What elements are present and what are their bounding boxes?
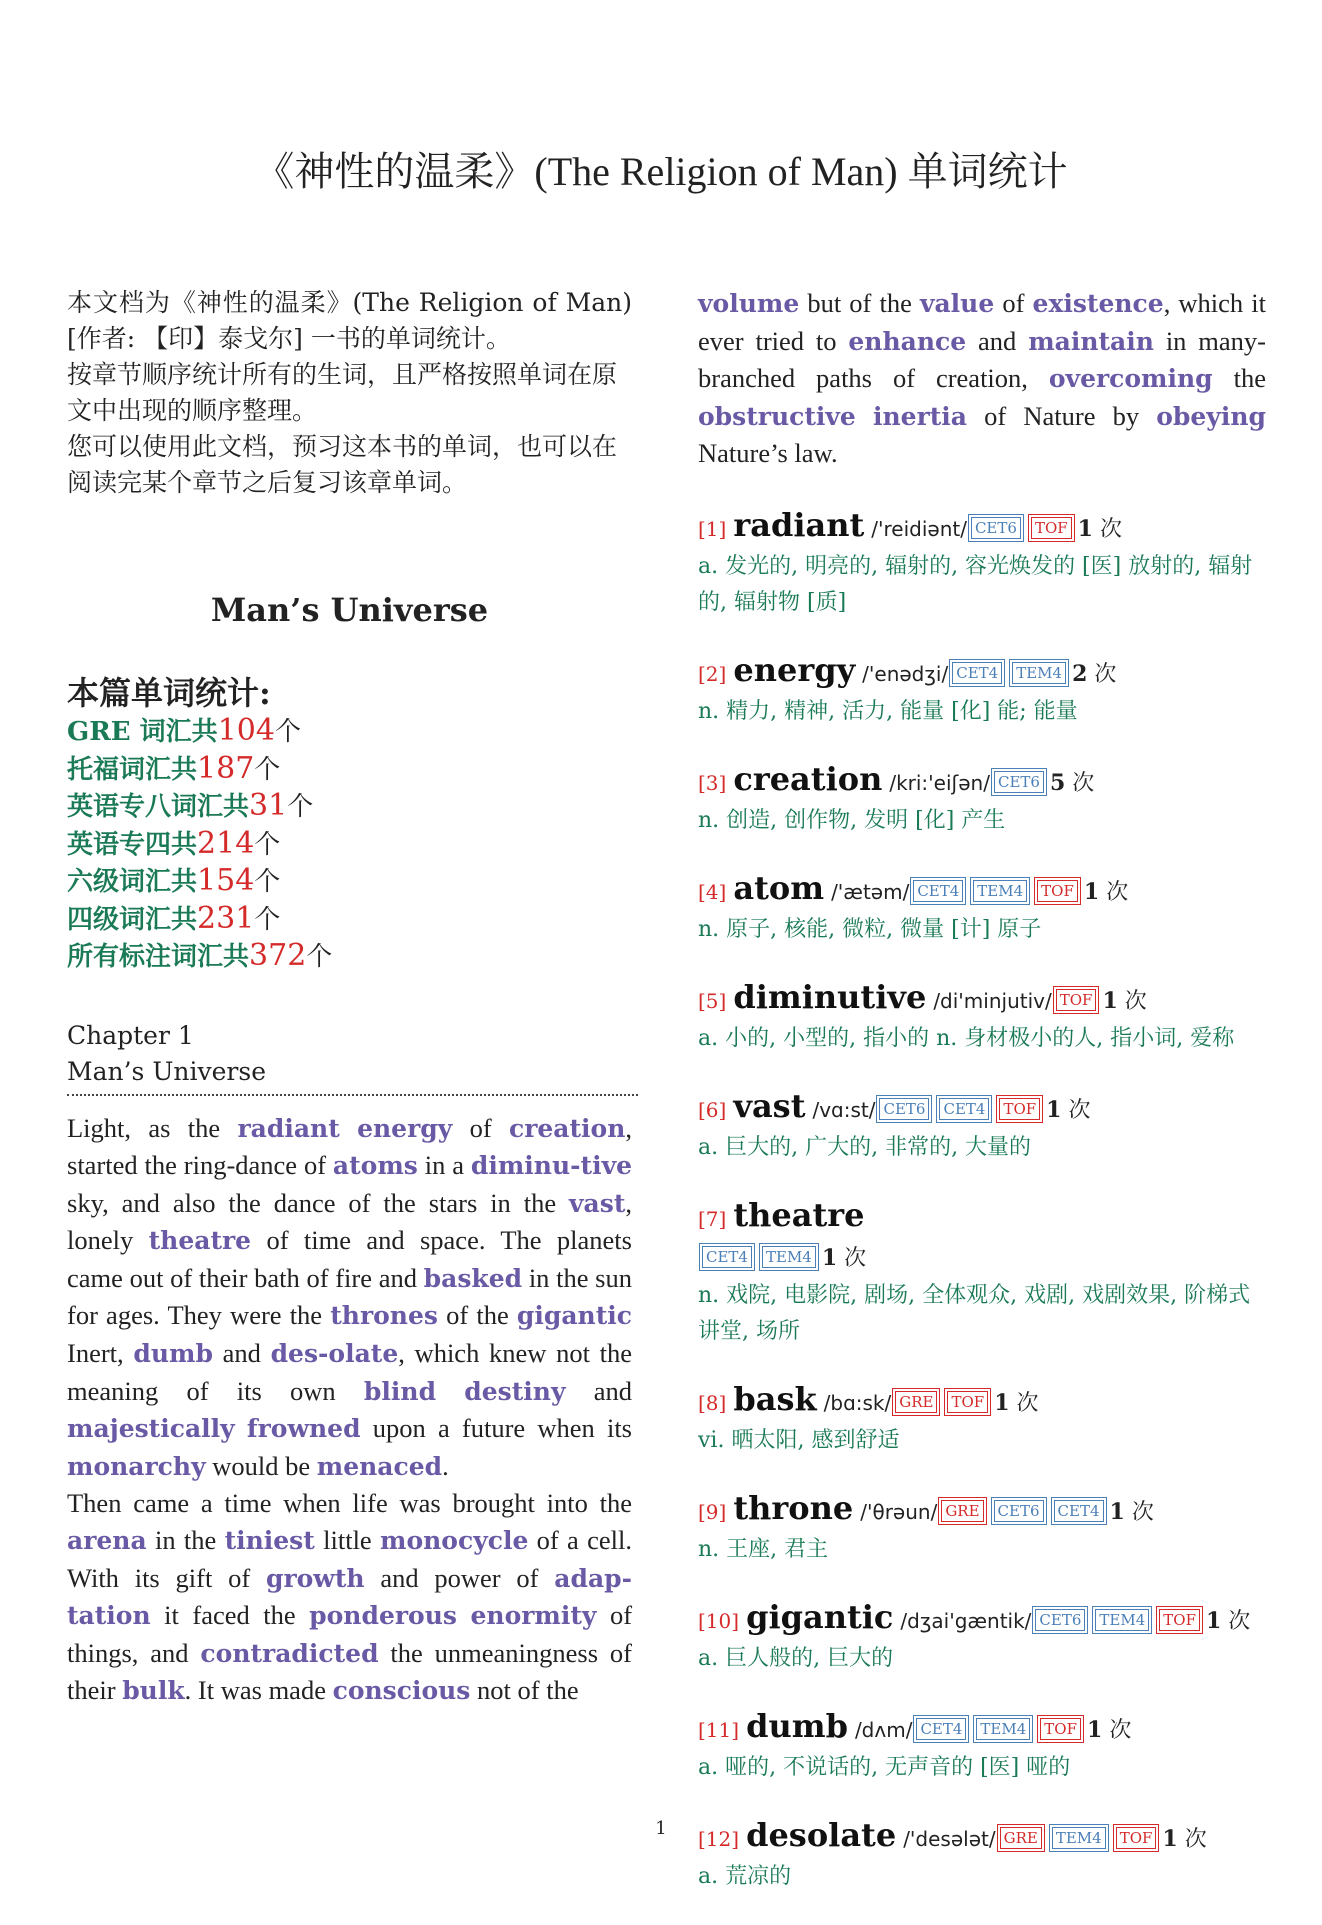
level-badge: CET4 [1054, 1500, 1104, 1522]
entry-number: [2] [698, 661, 727, 686]
entry-word: throne [733, 1488, 854, 1527]
stats-heading: 本篇单词统计: [67, 674, 271, 712]
stat-count: 154 [197, 863, 255, 898]
level-badge: CET6 [994, 1500, 1044, 1522]
stat-unit: 个 [254, 829, 281, 860]
vocab-word: tiniest [224, 1526, 315, 1556]
level-badge: GRE [895, 1391, 937, 1413]
vocab-word: volume [698, 289, 800, 318]
vocab-word: inertia [872, 401, 967, 431]
entry-word: gigantic [746, 1597, 894, 1636]
entry-word: bask [733, 1379, 817, 1418]
entry-word: creation [733, 759, 883, 798]
count-suffix: 次 [1124, 988, 1147, 1014]
entry-phonetic: /'enədʒi/ [862, 661, 949, 686]
text-run: of things, and [67, 1600, 633, 1668]
intro-line: 按章节顺序统计所有的生词，且严格按照单词在原文中出现的顺序整理。 [67, 360, 618, 425]
entry-number: [3] [698, 770, 727, 795]
count-suffix: 次 [844, 1245, 867, 1271]
text-run [436, 1376, 464, 1406]
stat-row [67, 751, 632, 789]
vocab-word: theatre [148, 1226, 252, 1256]
vocab-word: monocycle [380, 1526, 529, 1556]
entry-word: desolate [746, 1815, 897, 1854]
level-badge: CET4 [952, 662, 1002, 684]
level-badge: CET6 [879, 1098, 929, 1120]
stat-label: 四级词汇共 [67, 904, 198, 935]
vocab-word: vast [569, 1188, 626, 1218]
vocab-word: radiant [237, 1113, 340, 1143]
section-title: Man’s Universe [210, 591, 489, 629]
chapter-title: Man’s Universe [67, 1056, 266, 1086]
level-badge: GRE [941, 1500, 983, 1522]
level-badge: CET4 [702, 1246, 752, 1268]
vocab-word: frowned [246, 1414, 361, 1444]
level-badge: TEM4 [762, 1246, 816, 1268]
text-run: , started the ring-dance of [67, 1112, 633, 1181]
stat-row [67, 826, 632, 864]
text-run: , which it ever tried to [698, 288, 1266, 356]
entry-head [698, 1489, 1266, 1532]
level-badge: TEM4 [976, 1718, 1030, 1740]
entry-phonetic: /'desələt/ [903, 1826, 996, 1851]
entry-count: 1 [1083, 878, 1100, 905]
entry-definition: a. 巨人般的, 巨大的 [698, 1645, 894, 1671]
intro-line: 本文档为《神性的温柔》(The Religion of Man)[作者: 【印】泰戈尔] 一书的单词统计。 [67, 288, 632, 353]
entry-definition: a. 巨大的, 广大的, 非常的, 大量的 [698, 1134, 1032, 1160]
text-run: the [1212, 363, 1266, 394]
chapter-text [67, 1110, 632, 1711]
entry-head [698, 760, 1266, 803]
word-list [698, 506, 1266, 1895]
vocab-word: diminu-tive [470, 1151, 633, 1181]
stat-row [67, 713, 632, 751]
paragraph [67, 1110, 632, 1486]
level-badge: TEM4 [1052, 1827, 1106, 1849]
stat-row [67, 901, 632, 939]
text-run: . It was made [184, 1675, 333, 1706]
word-entry [698, 760, 1266, 839]
level-badge: TOF [1040, 1718, 1081, 1740]
vocab-word: thrones [330, 1301, 438, 1331]
vocab-word: obstructive [698, 401, 856, 431]
entry-word: dumb [746, 1706, 848, 1745]
text-run: Nature’s law. [698, 438, 838, 469]
word-entry [698, 506, 1266, 621]
stat-count: 214 [197, 825, 255, 861]
vocab-word: contradicted [200, 1638, 379, 1668]
level-badge: CET4 [916, 1718, 966, 1740]
entry-word: theatre [733, 1195, 865, 1234]
entry-count: 1 [1077, 515, 1093, 542]
count-suffix: 次 [1106, 879, 1129, 905]
entry-phonetic: /'reidiənt/ [871, 516, 967, 541]
entry-phonetic: /bɑ:sk/ [823, 1390, 892, 1415]
entry-head [698, 978, 1266, 1021]
count-suffix: 次 [1094, 661, 1117, 687]
stat-count: 31 [249, 788, 288, 823]
level-badge: TOF [947, 1391, 988, 1413]
text-run: would be [205, 1450, 317, 1481]
word-entry [698, 1489, 1266, 1568]
entry-number: [9] [698, 1499, 727, 1524]
vocab-word: majestically [67, 1414, 235, 1444]
vocab-word: des-olate [270, 1339, 399, 1369]
entry-definition: vi. 晒太阳, 感到舒适 [698, 1427, 900, 1453]
vocab-word: obeying [1156, 401, 1266, 431]
vocab-word: ponderous [309, 1601, 457, 1631]
stat-label: 英语专八词汇共 [67, 792, 250, 822]
entry-definition: n. 原子, 核能, 微粒, 微量 [计] 原子 [698, 916, 1042, 942]
word-entry [698, 978, 1266, 1057]
level-badge: TEM4 [1095, 1609, 1149, 1631]
stat-unit: 个 [254, 867, 281, 897]
vocab-word: menaced [316, 1451, 443, 1481]
text-run: in the sun for ages. They were the [67, 1262, 632, 1331]
entry-definition: n. 戏院, 电影院, 剧场, 全体观众, 戏剧, 戏剧效果, 阶梯式讲堂, 场所 [698, 1282, 1251, 1344]
word-entry [698, 1087, 1266, 1166]
entry-count: 1 [1109, 1498, 1125, 1525]
word-entry [698, 869, 1266, 948]
entry-head [698, 651, 1266, 694]
entry-count: 1 [1162, 1825, 1178, 1852]
text-run: of [452, 1112, 509, 1143]
text-run [340, 1113, 357, 1143]
entry-definition: n. 精力, 精神, 活力, 能量 [化] 能; 能量 [698, 698, 1078, 724]
level-badge: TEM4 [1012, 662, 1066, 684]
entry-word: diminutive [733, 977, 927, 1016]
stat-label: 托福词汇共 [67, 754, 198, 785]
entry-phonetic: /'θrəun/ [860, 1499, 938, 1524]
entry-head [698, 1598, 1266, 1641]
vocab-word: blind [363, 1376, 437, 1406]
text-run: Then came a time when life was brought into the [67, 1488, 632, 1519]
entry-phonetic: /kri:'eiʃən/ [889, 770, 990, 795]
entry-head [698, 506, 1266, 549]
level-badge: TOF [1056, 989, 1097, 1011]
text-run: in the [146, 1525, 225, 1556]
entry-word: energy [733, 650, 856, 689]
word-entry [698, 1598, 1266, 1677]
text-run: of time and space. The planets came out of their bath of fire and [67, 1225, 632, 1293]
text-run: and [212, 1338, 271, 1369]
page-number: 1 [655, 1818, 667, 1839]
text-run: Light, as the [67, 1112, 238, 1143]
level-badge: TOF [1031, 517, 1072, 539]
text-run: in many-branched paths of creation, [698, 325, 1266, 394]
entry-phonetic: /dʒai'gæntik/ [900, 1608, 1032, 1633]
text-run: and power of [364, 1562, 555, 1593]
entry-definition: a. 小的, 小型的, 指小的 n. 身材极小的人, 指小词, 爱称 [698, 1025, 1235, 1051]
entry-number: [6] [698, 1097, 727, 1122]
text-run: Inert, [67, 1338, 134, 1369]
level-badge: CET6 [971, 517, 1021, 539]
stat-label: 英语专四共 [67, 829, 198, 860]
count-suffix: 次 [1016, 1390, 1039, 1416]
entry-tags-line [698, 1239, 1266, 1278]
entry-phonetic: /dʌm/ [854, 1717, 913, 1742]
text-run: but of the [799, 288, 920, 318]
text-run: , which knew not the meaning of its own [67, 1338, 633, 1406]
count-suffix: 次 [1109, 1717, 1132, 1743]
stat-count: 104 [217, 713, 275, 748]
paragraph [698, 285, 1266, 472]
entry-count: 1 [1087, 1716, 1103, 1743]
stat-count: 187 [197, 750, 255, 786]
text-run: not of the [470, 1675, 579, 1706]
text-run [856, 401, 873, 431]
stat-label: GRE 词汇共 [67, 717, 218, 747]
text-run: it faced the [150, 1600, 310, 1631]
vocab-word: growth [265, 1563, 365, 1593]
stat-label: 六级词汇共 [67, 867, 198, 897]
stat-count: 231 [197, 900, 255, 936]
count-suffix: 次 [1072, 770, 1095, 796]
stat-row [67, 863, 632, 901]
entry-number: [1] [698, 516, 727, 541]
entry-number: [5] [698, 988, 727, 1013]
entry-number: [11] [698, 1717, 740, 1742]
entry-count: 1 [994, 1389, 1010, 1416]
count-suffix: 次 [1068, 1097, 1091, 1123]
text-run: , lonely [67, 1187, 632, 1256]
entry-number: [10] [698, 1608, 740, 1633]
entry-count: 1 [821, 1244, 838, 1271]
stat-label: 所有标注词汇共 [67, 942, 250, 972]
stat-row [67, 788, 632, 826]
right-column [698, 285, 1266, 1925]
entry-number: [4] [698, 879, 727, 904]
entry-word: atom [733, 868, 825, 907]
level-badge: CET6 [1035, 1609, 1085, 1631]
entry-number: [7] [698, 1206, 727, 1231]
vocab-word: enhance [848, 326, 967, 356]
stat-unit: 个 [254, 904, 281, 935]
level-badge: TEM4 [973, 880, 1027, 902]
text-run: and [966, 325, 1029, 356]
entry-definition: a. 发光的, 明亮的, 辐射的, 容光焕发的 [医] 放射的, 辐射的, 辐射物 [质] [698, 553, 1253, 615]
text-run: of the [437, 1300, 517, 1331]
intro-line: 您可以使用此文档，预习这本书的单词，也可以在阅读完某个章节之后复习该章单词。 [67, 432, 618, 497]
level-badge: TOF [1116, 1827, 1157, 1849]
entry-count: 1 [1102, 987, 1118, 1014]
stat-unit: 个 [254, 754, 281, 785]
text-run: in a [417, 1150, 471, 1181]
entry-phonetic: /di'minjutiv/ [933, 988, 1052, 1013]
dotted-divider [67, 1094, 638, 1096]
word-entry [698, 1380, 1266, 1459]
text-run: of a cell. With its gift of [67, 1525, 632, 1593]
text-run: little [314, 1525, 380, 1556]
count-suffix: 次 [1228, 1608, 1251, 1634]
vocab-word: creation [508, 1113, 626, 1143]
entry-definition: a. 荒凉的 [698, 1863, 792, 1889]
entry-word: radiant [733, 505, 865, 544]
left-column [67, 285, 632, 1710]
paragraph [67, 1485, 632, 1710]
page-title: 《神性的温柔》(The Religion of Man) 单词统计 [254, 149, 1068, 194]
level-badge: CET6 [994, 771, 1044, 793]
vocab-word: adap-tation [67, 1563, 632, 1631]
level-badge: TOF [1159, 1609, 1200, 1631]
intro [67, 285, 632, 501]
vocab-word: bulk [122, 1676, 185, 1706]
vocab-word: monarchy [67, 1451, 206, 1481]
stat-count: 372 [249, 938, 307, 973]
entry-definition: n. 王座, 君主 [698, 1536, 829, 1562]
entry-count: 2 [1072, 660, 1088, 687]
entry-count: 1 [1205, 1607, 1222, 1634]
vocab-word: energy [357, 1113, 453, 1143]
entry-count: 5 [1049, 769, 1066, 796]
count-suffix: 次 [1184, 1826, 1207, 1852]
text-run: . [442, 1450, 449, 1481]
chapter-text-continued [698, 285, 1266, 472]
vocab-word: maintain [1028, 326, 1154, 356]
stat-row [67, 938, 632, 976]
vocab-word: basked [423, 1263, 523, 1293]
entry-count: 1 [1046, 1096, 1062, 1123]
entry-definition: a. 哑的, 不说话的, 无声音的 [医] 哑的 [698, 1754, 1071, 1780]
vocab-word: existence [1032, 289, 1164, 318]
vocab-word: value [919, 289, 995, 318]
text-run [457, 1600, 471, 1630]
level-badge: CET4 [913, 880, 963, 902]
word-entry [698, 1196, 1266, 1350]
text-run: of [994, 288, 1033, 318]
entry-head [698, 1087, 1266, 1130]
word-entry [698, 651, 1266, 730]
text-run [235, 1413, 247, 1443]
vocab-word: arena [67, 1526, 147, 1556]
stat-unit: 个 [287, 792, 314, 822]
stats-list [67, 713, 632, 976]
text-run: sky, and also the dance of the stars in the [67, 1187, 570, 1218]
entry-phonetic: /'ætəm/ [831, 879, 910, 904]
level-badge: TOF [1037, 880, 1078, 902]
vocab-word: dumb [133, 1339, 213, 1369]
vocab-word: destiny [464, 1376, 566, 1406]
stat-unit: 个 [274, 717, 301, 747]
entry-head [698, 1380, 1266, 1423]
level-badge: CET4 [939, 1098, 989, 1120]
vocab-word: overcoming [1048, 364, 1213, 394]
text-run: and [565, 1375, 633, 1406]
entry-phonetic: /vɑ:st/ [812, 1097, 876, 1122]
text-run: of Nature by [966, 400, 1157, 431]
vocab-word: conscious [332, 1676, 471, 1706]
entry-number: [8] [698, 1390, 727, 1415]
level-badge: GRE [1000, 1827, 1042, 1849]
text-run: the unmeaningness of their [67, 1637, 632, 1706]
count-suffix: 次 [1131, 1499, 1154, 1525]
entry-head [698, 1707, 1266, 1750]
entry-word: vast [733, 1086, 806, 1125]
vocab-word: enormity [470, 1601, 597, 1631]
word-entry [698, 1707, 1266, 1786]
entry-head [698, 1196, 1266, 1239]
stat-unit: 个 [306, 942, 333, 972]
text-run: upon a future when its [360, 1413, 632, 1444]
chapter-label: Chapter 1 [67, 1020, 194, 1050]
count-suffix: 次 [1099, 516, 1122, 542]
entry-number: [12] [698, 1826, 740, 1851]
vocab-word: atoms [332, 1151, 418, 1181]
vocab-word: gigantic [516, 1301, 632, 1331]
level-badge: TOF [999, 1098, 1040, 1120]
entry-definition: n. 创造, 创作物, 发明 [化] 产生 [698, 807, 1006, 833]
entry-head [698, 869, 1266, 912]
